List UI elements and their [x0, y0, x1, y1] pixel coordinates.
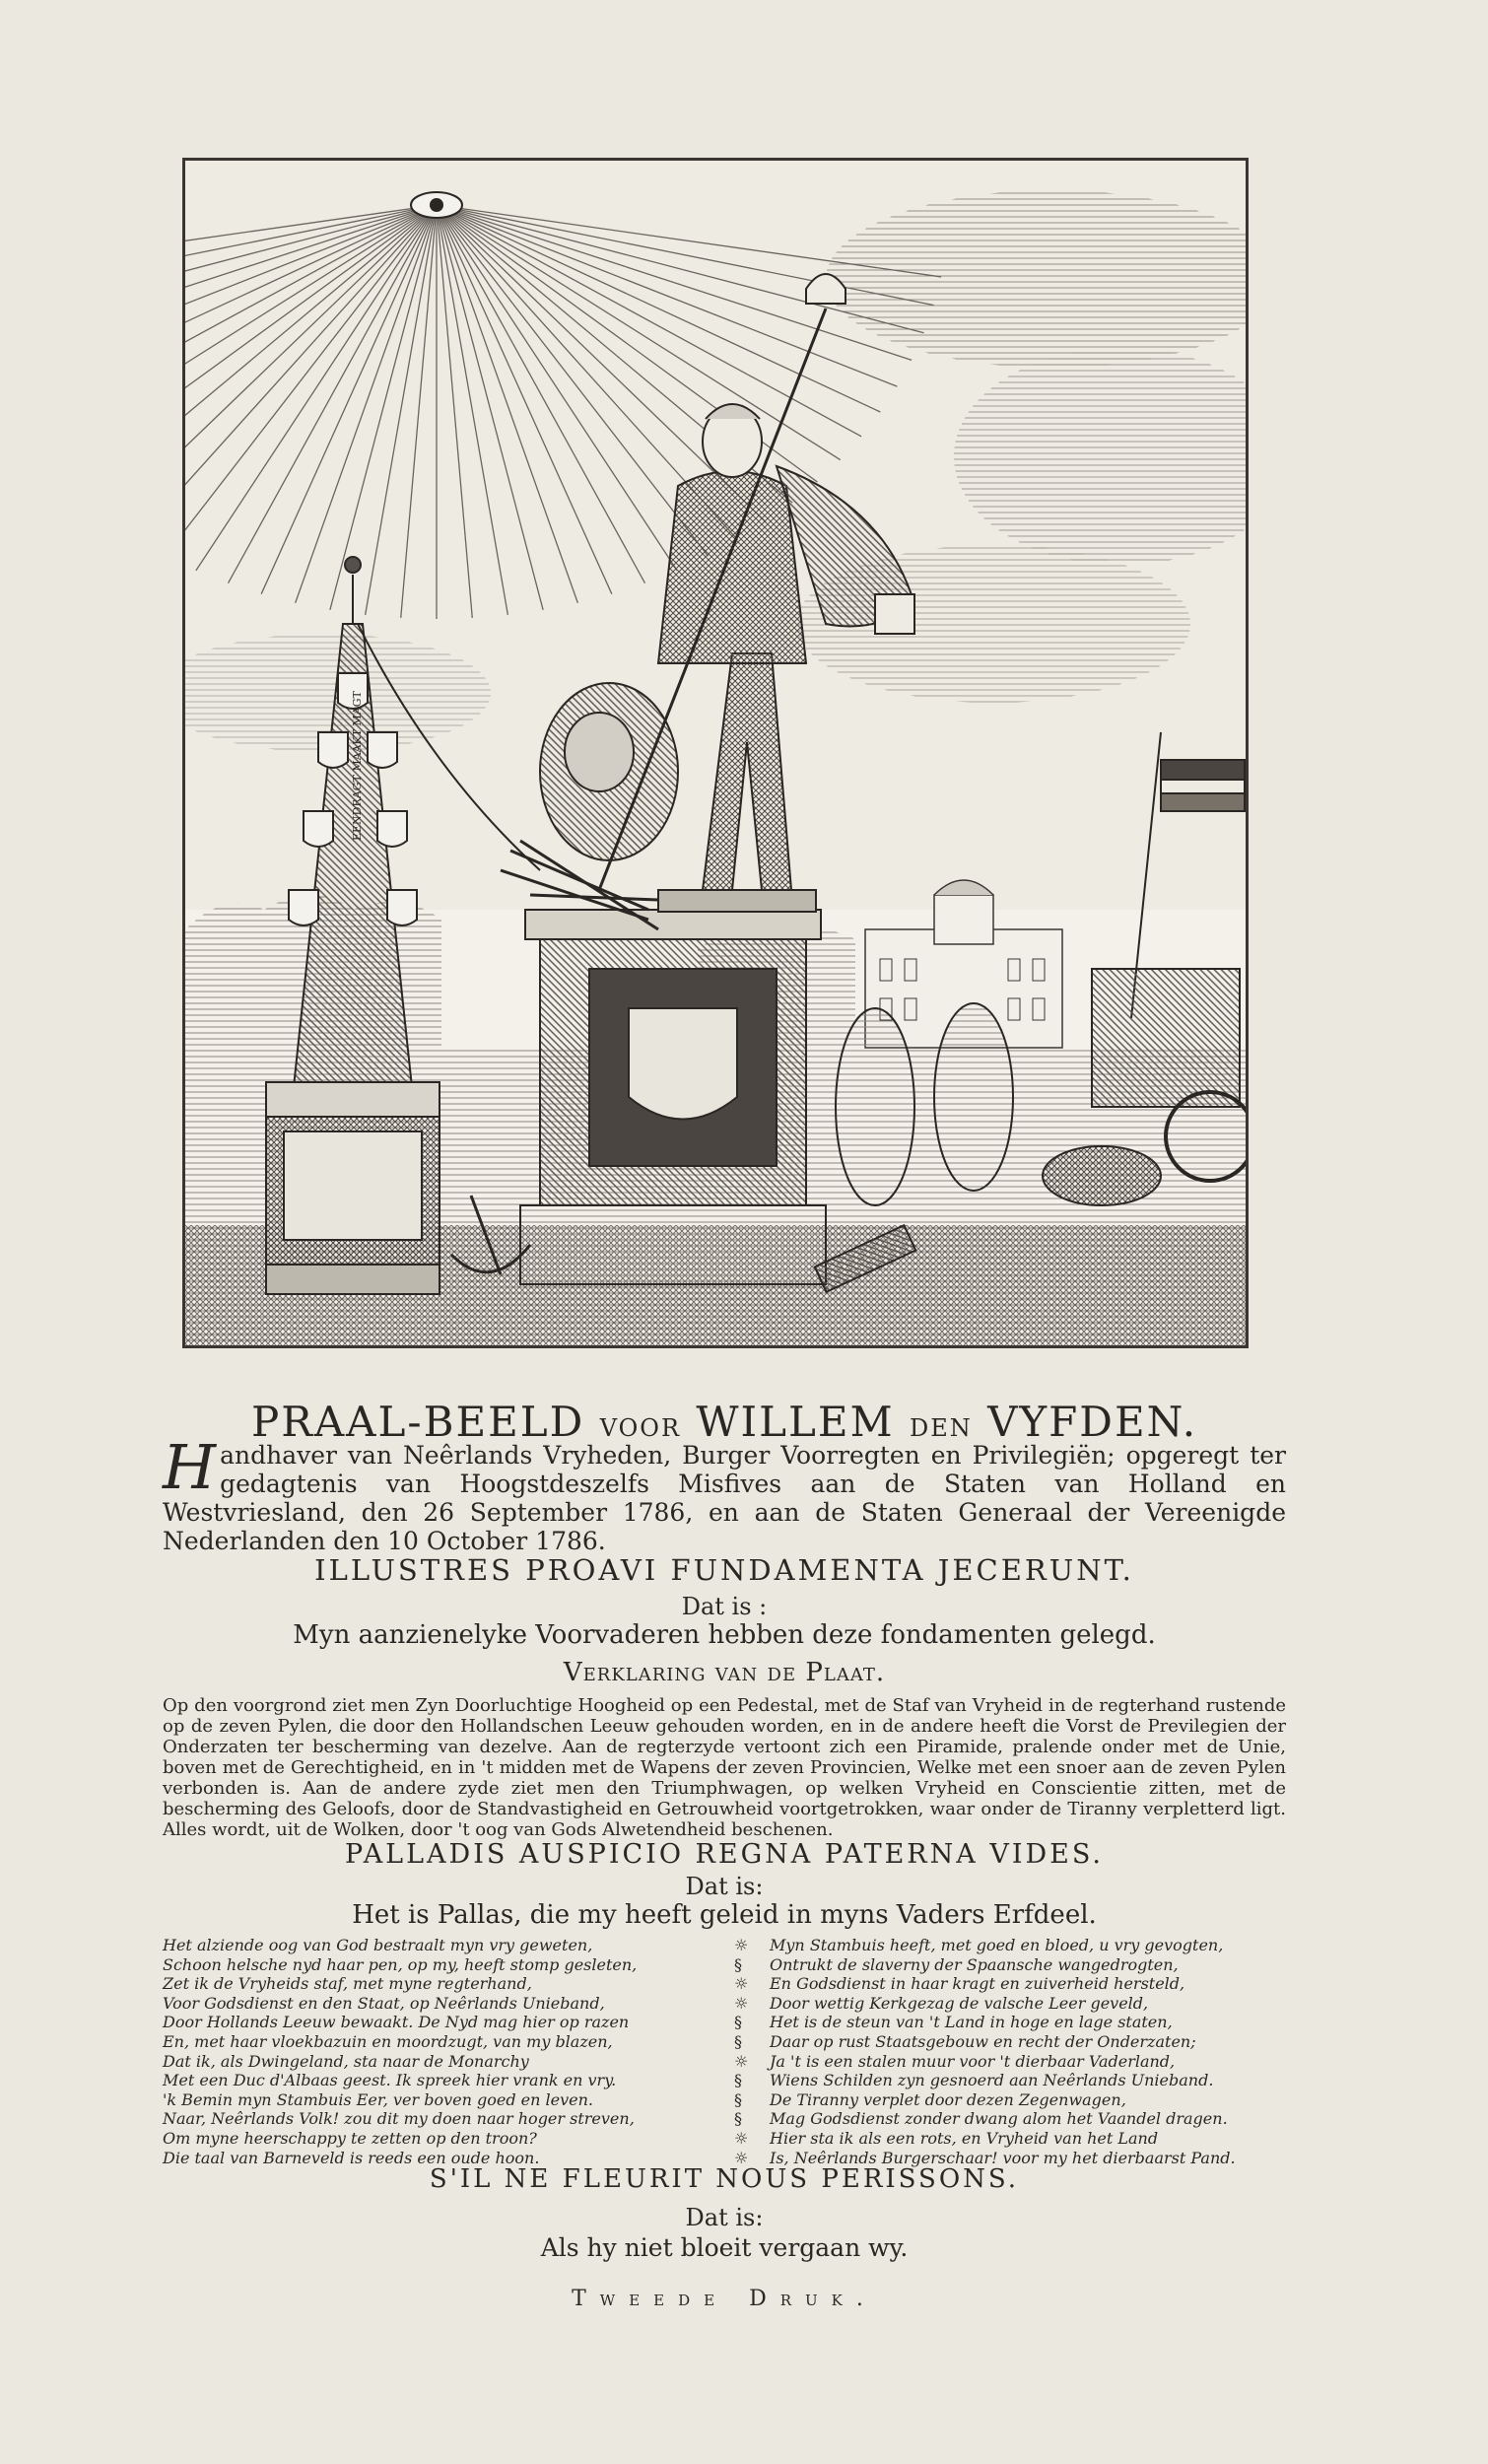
motto-french: S'IL NE FLEURIT NOUS PERISSONS. [429, 2164, 1020, 2194]
ornament-icon: § [734, 2089, 742, 2109]
poem-line: Zet ik de Vryheids staf, met myne regterhand, [163, 1974, 532, 1994]
poem-line [734, 2013, 1286, 2032]
pyramid-banner-text: EENDRAGT MAAKT MAGT [351, 691, 364, 841]
poem-line-text: Mag Godsdienst zonder dwang alom het Vaandel dragen. [770, 2109, 1228, 2129]
drop-cap: H [163, 1431, 217, 1503]
ornament-icon: § [734, 2109, 742, 2129]
engraving-plate [182, 158, 1249, 1348]
engraving-illustration [185, 161, 1246, 1345]
motto-latin: ILLUSTRES PROAVI FUNDAMENTA JECERUNT. [314, 1553, 1134, 1587]
poem-line: Voor Godsdienst en den Staat, op Neêrlands Unieband, [163, 1993, 605, 2013]
poem-line: Met een Duc d'Albaas geest. Ik spreek hier vrank en vry. [163, 2071, 617, 2090]
poem-line [734, 2052, 1286, 2072]
poem-line [734, 1994, 1286, 2014]
motto-translation: Myn aanzienelyke Voorvaderen hebben deze fondamenten gelegd. [293, 1620, 1156, 1650]
lion [540, 683, 678, 860]
poem-left [163, 1936, 675, 2167]
poem-line [734, 1936, 1286, 1955]
all-seeing-eye-icon [411, 192, 462, 218]
poem-line: Door Hollands Leeuw bewaakt. De Nyd mag hier op razen [163, 2013, 630, 2032]
poem-line-text: Het is de steun van 't Land in hoge en lage staten, [770, 2013, 1173, 2032]
poem-line-text: Daar op rust Staatsgebouw en recht der Onderzaten; [770, 2031, 1196, 2051]
dat-is-label: Dat is : [681, 1593, 768, 1620]
ornament-icon: § [734, 2071, 742, 2090]
ornament-icon: ☼ [734, 2128, 749, 2148]
poem-line [734, 2090, 1286, 2110]
poem-line-text: De Tiranny verplet door dezen Zegenwagen, [770, 2089, 1126, 2109]
poem-line: Om myne heerschappy te zetten op den troon? [163, 2128, 537, 2148]
motto-latin-2: PALLADIS AUSPICIO REGNA PATERNA VIDES. [345, 1839, 1104, 1870]
poem-line-text: Ontrukt de slaverny der Spaansche wangedrogten, [770, 1954, 1179, 1974]
poem-line [734, 2109, 1286, 2129]
ornament-icon: ☼ [734, 2051, 749, 2071]
dat-is-label-3: Dat is: [685, 2204, 764, 2231]
ornament-icon: ☼ [734, 2148, 749, 2167]
dat-is-label-2: Dat is: [685, 1873, 764, 1900]
motto-translation-2: Het is Pallas, die my heeft geleid in myns Vaders Erfdeel. [352, 1900, 1097, 1930]
ornament-icon: § [734, 1954, 742, 1974]
ornament-icon: ☼ [734, 1993, 749, 2013]
poem-line-text: Myn Stambuis heeft, met goed en bloed, u vry gevogten, [770, 1936, 1224, 1954]
poem-line: Dat ik, als Dwingeland, sta naar de Monarchy [163, 2051, 529, 2071]
ornament-icon: § [734, 2013, 742, 2032]
motto-translation-3: Als hy niet bloeit vergaan wy. [540, 2233, 909, 2262]
pedestal [520, 910, 826, 1284]
ornament-icon: ☼ [734, 1936, 749, 1954]
page-title: PRAAL-BEELD voor WILLEM den VYFDEN. [250, 1398, 1198, 1446]
poem-line: En, met haar vloekbazuin en moordzugt, van my blazen, [163, 2031, 613, 2051]
poem-line-text: Door wettig Kerkgezag de valsche Leer geveld, [770, 1993, 1149, 2013]
poem-line: Schoon helsche nyd haar pen, op my, heeft stomp gesleten, [163, 1954, 638, 1974]
section-heading: Verklaring van de Plaat. [563, 1658, 886, 1687]
poem-line: Naar, Neêrlands Volk! zou dit my doen naar hoger streven, [163, 2109, 635, 2129]
poem-line: Die taal van Barneveld is reeds een oude hoon. [163, 2148, 540, 2167]
poem-line [734, 2129, 1286, 2149]
intro-paragraph: Handhaver van Neêrlands Vryheden, Burger Voorregten en Privilegiën; opgeregt ter gedagtenis van Hoogstdeszelfs Misfives aan de Staten van Holland en Westvriesland, den 26 September 1786, en aan de Staten Generaal der Vereenigde Nederlanden den 10 October 1786. [163, 1431, 1286, 1555]
poem-line [734, 1955, 1286, 1975]
poem-columns [163, 1936, 1286, 2167]
poem-line-text: Wiens Schilden zyn gesnoerd aan Neêrlands Unieband. [770, 2071, 1214, 2090]
ornament-icon: § [734, 2031, 742, 2051]
poem-line-text: Ja 't is een stalen muur voor 't dierbaar Vaderland, [770, 2051, 1176, 2071]
poem-line-text: Hier sta ik als een rots, en Vryheid van het Land [770, 2128, 1159, 2148]
poem-line-text: En Godsdienst in haar kragt en zuiverheid hersteld, [770, 1974, 1185, 1994]
plate-explanation: Op den voorgrond ziet men Zyn Doorluchtige Hoogheid op een Pedestal, met de Staf van Vryheid in de regterhand rustende op de zeven Pylen, die door den Hollandschen Leeuw gehouden worden, en in de andere heeft die Vorst de Previlegien der Onderzaten ter bescherming van dezelve. Aan de regterzyde vertoont zich een Piramide, pralende onder met de Unie, boven met de Gerechtigheid, en in 't midden met de Wapens der zeven Provincien, Welke met een snoer aan de zeven Pylen verbonden is. Aan de andere zyde ziet men den Triumphwagen, op welken Vryheid en Conscientie zitten, met de bescherming des Geloofs, door de Standvastigheid en Getrouwheid voortgetrokken, waar onder de Tiranny verpletterd ligt. Alles wordt, uit de Wolken, door 't oog van Gods Alwetendheid beschenen. [163, 1695, 1286, 1840]
poem-line [734, 2071, 1286, 2090]
poem-line-text: Is, Neêrlands Burgerschaar! voor my het dierbaarst Pand. [770, 2148, 1236, 2167]
poem-line: Het alziende oog van God bestraalt myn vry geweten, [163, 1936, 593, 1954]
poem-right [734, 1936, 1286, 2167]
poem-line [734, 1974, 1286, 1994]
poem-line: 'k Bemin myn Stambuis Eer, ver boven goed en leven. [163, 2089, 593, 2109]
poem-line [734, 2032, 1286, 2052]
edition-label: Tweede Druk. [572, 2287, 877, 2311]
ornament-icon: ☼ [734, 1974, 749, 1994]
